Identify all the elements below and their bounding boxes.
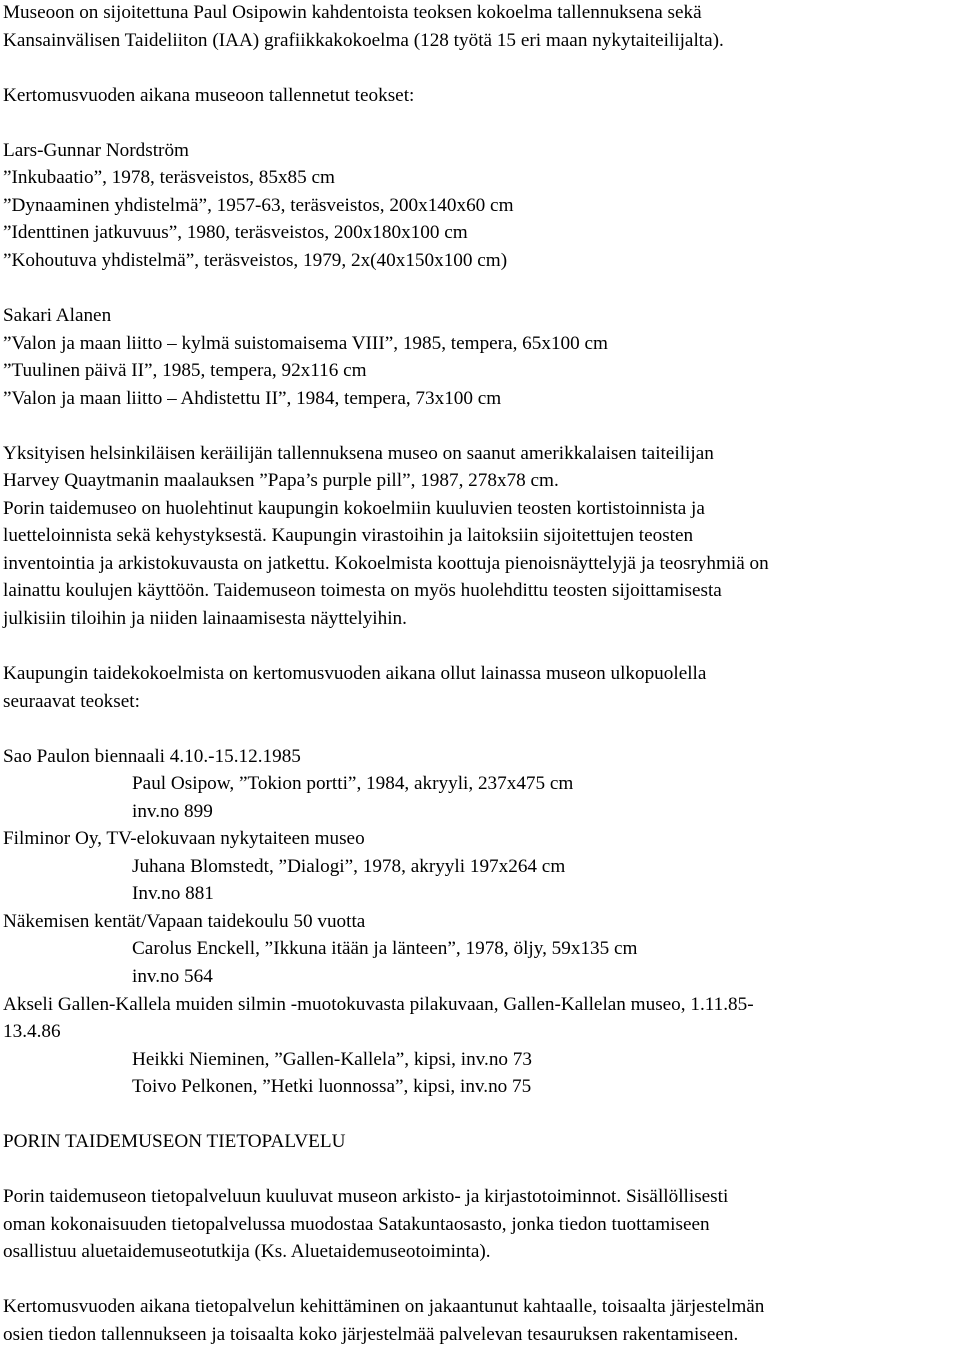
loan-item: Inv.no 881 <box>132 883 214 904</box>
paragraph-line: lainattu koulujen käyttöön. Taidemuseon toimesta on myös huolehdittu teosten sijoittamisesta <box>3 580 722 601</box>
acquisitions-intro: Kertomusvuoden aikana museoon tallennetut teokset: <box>3 85 415 106</box>
loan-item: Toivo Pelkonen, ”Hetki luonnossa”, kipsi, inv.no 75 <box>132 1076 532 1097</box>
work-entry: ”Tuulinen päivä II”, 1985, tempera, 92x116 cm <box>3 360 367 381</box>
paragraph-line: Porin taidemuseo on huolehtinut kaupungin kokoelmiin kuuluvien teosten kortistoinnista ja <box>3 498 705 519</box>
work-entry: ”Dynaaminen yhdistelmä”, 1957-63, teräsveistos, 200x140x60 cm <box>3 195 514 216</box>
loan-event: Akseli Gallen-Kallela muiden silmin -muotokuvasta pilakuvaan, Gallen-Kallelan museo, 1.11.85- <box>3 994 754 1015</box>
loan-item: inv.no 899 <box>132 801 213 822</box>
intro-line: Museoon on sijoitettuna Paul Osipowin kahdentoista teoksen kokoelma tallennuksena sekä <box>3 2 702 23</box>
paragraph-line: Kertomusvuoden aikana tietopalvelun kehittäminen on jakaantunut kahtaalle, toisaalta järjestelmän <box>3 1296 765 1317</box>
paragraph-line: Porin taidemuseon tietopalveluun kuuluvat museon arkisto- ja kirjastotoiminnot. Sisällöllisesti <box>3 1186 729 1207</box>
intro-line: Kansainvälisen Taideliiton (IAA) grafiikkakokoelma (128 työtä 15 eri maan nykytaiteilijalta). <box>3 30 724 51</box>
paragraph-line: osallistuu aluetaidemuseotutkija (Ks. Aluetaidemuseotoiminta). <box>3 1241 491 1262</box>
paragraph-line: seuraavat teokset: <box>3 691 140 712</box>
paragraph-line: osien tiedon tallennukseen ja toisaalta koko järjestelmää palvelevan tesauruksen rakentamiseen. <box>3 1324 739 1345</box>
paragraph-line: Yksityisen helsinkiläisen keräilijän tallennuksena museo on saanut amerikkalaisen taiteilijan <box>3 443 714 464</box>
loan-event: Näkemisen kentät/Vapaan taidekoulu 50 vuotta <box>3 911 366 932</box>
section-heading: PORIN TAIDEMUSEON TIETOPALVELU <box>3 1131 346 1152</box>
loan-item: Paul Osipow, ”Tokion portti”, 1984, akryyli, 237x475 cm <box>132 773 574 794</box>
paragraph-line: luetteloinnista sekä kehystyksestä. Kaupungin virastoihin ja laitoksiin sijoitettujen teosten <box>3 525 694 546</box>
paragraph-line: Kaupungin taidekokoelmista on kertomusvuoden aikana ollut lainassa museon ulkopuolella <box>3 663 707 684</box>
work-entry: ”Valon ja maan liitto – Ahdistettu II”, 1984, tempera, 73x100 cm <box>3 388 502 409</box>
paragraph-line: oman kokonaisuuden tietopalvelussa muodostaa Satakuntaosasto, jonka tiedon tuottamiseen <box>3 1214 710 1235</box>
work-entry: ”Inkubaatio”, 1978, teräsveistos, 85x85 cm <box>3 167 335 188</box>
paragraph-line: inventointia ja arkistokuvausta on jatkettu. Kokoelmista koottuja pienoisnäyttelyjä ja teosryhmiä on <box>3 553 769 574</box>
artist-name: Lars-Gunnar Nordström <box>3 140 189 161</box>
loan-event: Filminor Oy, TV-elokuvaan nykytaiteen museo <box>3 828 365 849</box>
paragraph-line: julkisiin tiloihin ja niiden lainaamisesta näyttelyihin. <box>3 608 407 629</box>
artist-name: Sakari Alanen <box>3 305 112 326</box>
paragraph-line: Harvey Quaytmanin maalauksen ”Papa’s purple pill”, 1987, 278x78 cm. <box>3 470 559 491</box>
loan-item: Carolus Enckell, ”Ikkuna itään ja länteen”, 1978, öljy, 59x135 cm <box>132 938 638 959</box>
loan-event: Sao Paulon biennaali 4.10.-15.12.1985 <box>3 746 301 767</box>
loan-event: 13.4.86 <box>3 1021 61 1042</box>
loan-item: Heikki Nieminen, ”Gallen-Kallela”, kipsi, inv.no 73 <box>132 1049 532 1070</box>
work-entry: ”Identtinen jatkuvuus”, 1980, teräsveistos, 200x180x100 cm <box>3 222 468 243</box>
work-entry: ”Valon ja maan liitto – kylmä suistomaisema VIII”, 1985, tempera, 65x100 cm <box>3 333 608 354</box>
loan-item: inv.no 564 <box>132 966 213 987</box>
work-entry: ”Kohoutuva yhdistelmä”, teräsveistos, 1979, 2x(40x150x100 cm) <box>3 250 508 271</box>
loan-item: Juhana Blomstedt, ”Dialogi”, 1978, akryyli 197x264 cm <box>132 856 566 877</box>
